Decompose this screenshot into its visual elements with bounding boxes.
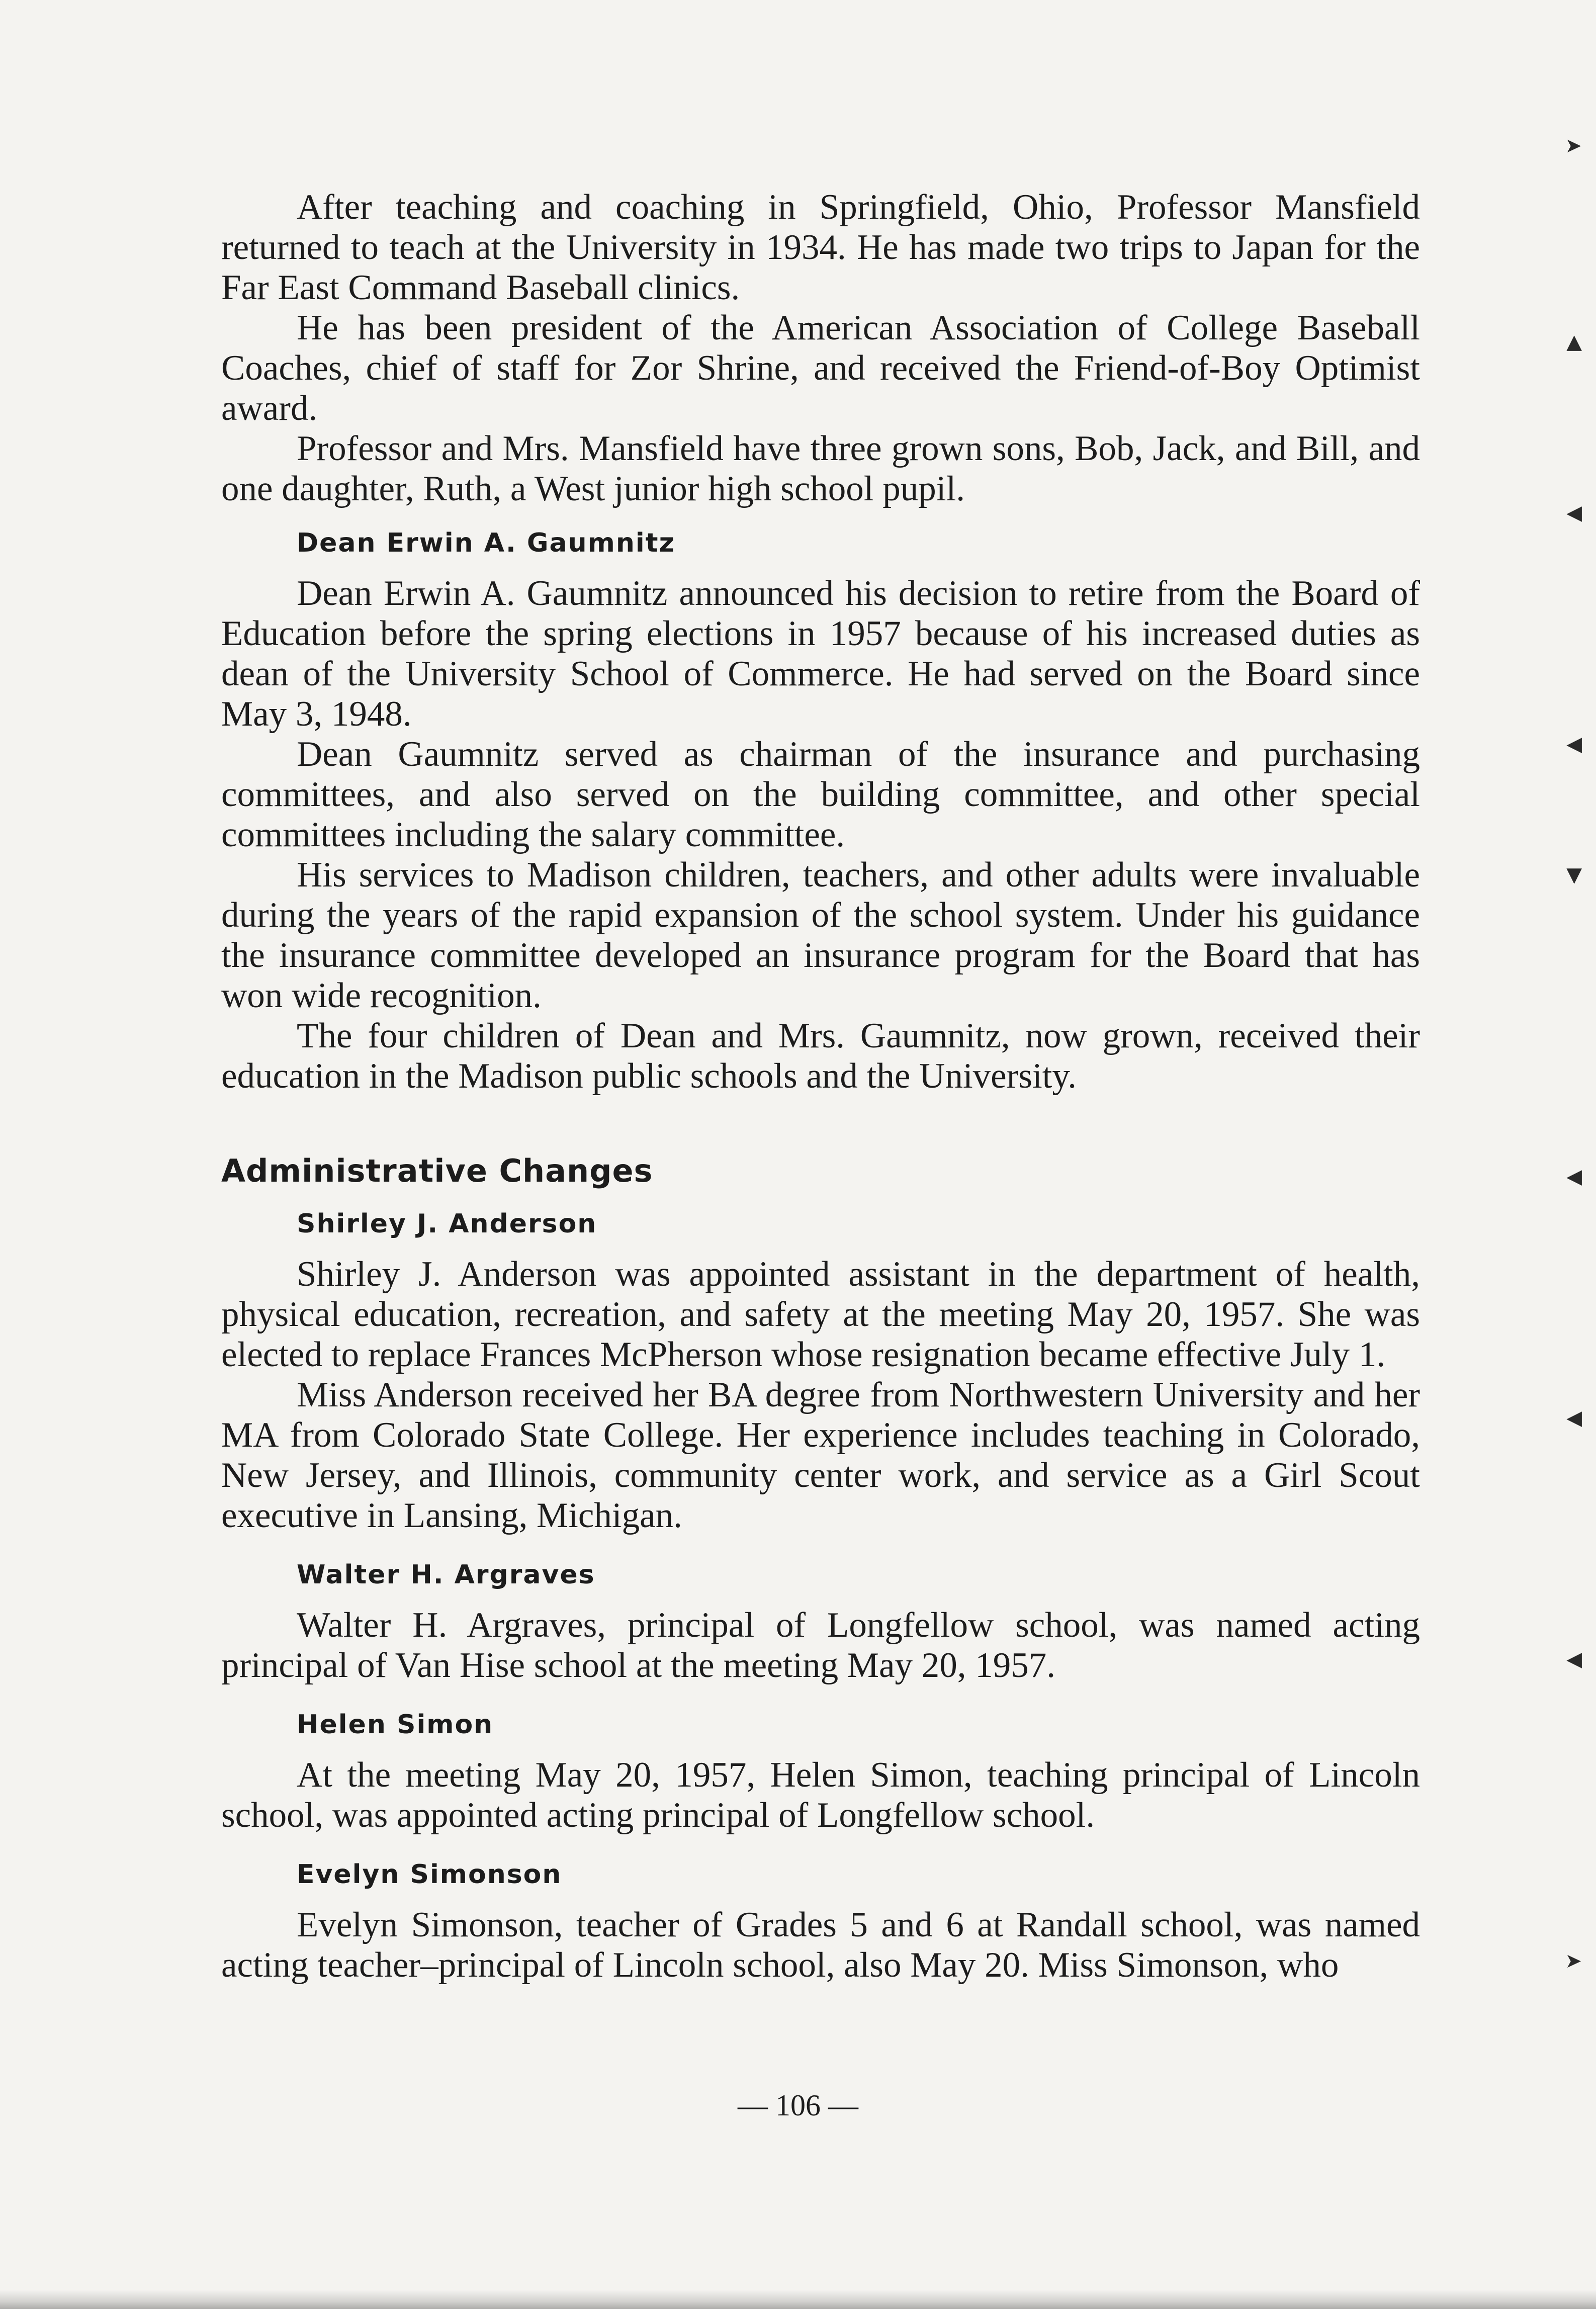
gaumnitz-section: [221, 527, 1420, 1096]
simonson-section: [221, 1858, 1420, 1985]
scan-mark-icon: ◀: [1566, 733, 1582, 756]
gaumnitz-paragraph-3: His services to Madison children, teachers, and other adults were invaluable during the years of the rapid expansion of the school system. Under his guidance the insurance committee developed an insurance program for the Board that has won wide recognition.: [221, 855, 1420, 1015]
anderson-heading: Shirley J. Anderson: [297, 1209, 597, 1239]
intro-section: [221, 187, 1420, 509]
administrative-changes-heading: Administrative Changes: [221, 1152, 653, 1189]
argraves-paragraph-1: Walter H. Argraves, principal of Longfellow school, was named acting principal of Van Hise school at the meeting May 20, 1957.: [221, 1606, 1420, 1685]
intro-paragraph-1: After teaching and coaching in Springfield, Ohio, Professor Mansfield returned to teach at the University in 1934. He has made two trips to Japan for the Far East Command Baseball clinics.: [221, 188, 1420, 307]
anderson-paragraph-1: Shirley J. Anderson was appointed assistant in the department of health, physical education, recreation, and safety at the meeting May 20, 1957. She was elected to replace Frances McPherson whose resignation became effective July 1.: [221, 1255, 1420, 1374]
gaumnitz-paragraph-4: The four children of Dean and Mrs. Gaumnitz, now grown, received their education in the Madison public schools and the University.: [221, 1016, 1420, 1096]
anderson-section: [221, 1208, 1420, 1536]
gaumnitz-paragraph-2: Dean Gaumnitz served as chairman of the insurance and purchasing committees, and also served on the building committee, and other special committees including the salary committee.: [221, 735, 1420, 854]
document-body: [221, 187, 1420, 1985]
scan-mark-icon: ➤: [1565, 1949, 1582, 1973]
simon-section: [221, 1709, 1420, 1835]
scan-mark-icon: ➤: [1565, 134, 1582, 157]
intro-paragraph-2: He has been president of the American Association of College Baseball Coaches, chief of staff for Zor Shrine, and received the Friend-of-Boy Optimist award.: [221, 308, 1420, 428]
argraves-heading: Walter H. Argraves: [297, 1560, 595, 1590]
page-number: — 106 —: [738, 2089, 858, 2122]
scan-mark-icon: ▼: [1566, 863, 1582, 886]
scan-mark-icon: ◀: [1566, 1648, 1582, 1671]
scan-bottom-edge: [0, 2290, 1596, 2309]
simonson-heading: Evelyn Simonson: [297, 1859, 562, 1890]
simonson-paragraph-1: Evelyn Simonson, teacher of Grades 5 and 6 at Randall school, was named acting teacher–principal of Lincoln school, also May 20. Miss Simonson, who: [221, 1905, 1420, 1985]
anderson-paragraph-2: Miss Anderson received her BA degree from Northwestern University and her MA from Colorado State College. Her experience includes teaching in Colorado, New Jersey, and Illinois, community center work, and service as a Girl Scout executive in Lansing, Michigan.: [221, 1375, 1420, 1535]
gaumnitz-heading: Dean Erwin A. Gaumnitz: [297, 528, 675, 558]
simon-heading: Helen Simon: [297, 1710, 494, 1740]
scan-mark-icon: ◀: [1566, 1165, 1582, 1188]
intro-paragraph-3: Professor and Mrs. Mansfield have three grown sons, Bob, Jack, and Bill, and one daughter, Ruth, a West junior high school pupil.: [221, 429, 1420, 508]
scan-mark-icon: ◀: [1566, 1406, 1582, 1430]
gaumnitz-paragraph-1: Dean Erwin A. Gaumnitz announced his decision to retire from the Board of Education before the spring elections in 1957 because of his increased duties as dean of the University School of Commerce. He had served on the Board since May 3, 1948.: [221, 574, 1420, 734]
scan-mark-icon: ◀: [1566, 501, 1582, 524]
scan-mark-icon: ▲: [1566, 330, 1582, 353]
simon-paragraph-1: At the meeting May 20, 1957, Helen Simon, teaching principal of Lincoln school, was appointed acting principal of Longfellow school.: [221, 1755, 1420, 1835]
argraves-section: [221, 1559, 1420, 1685]
